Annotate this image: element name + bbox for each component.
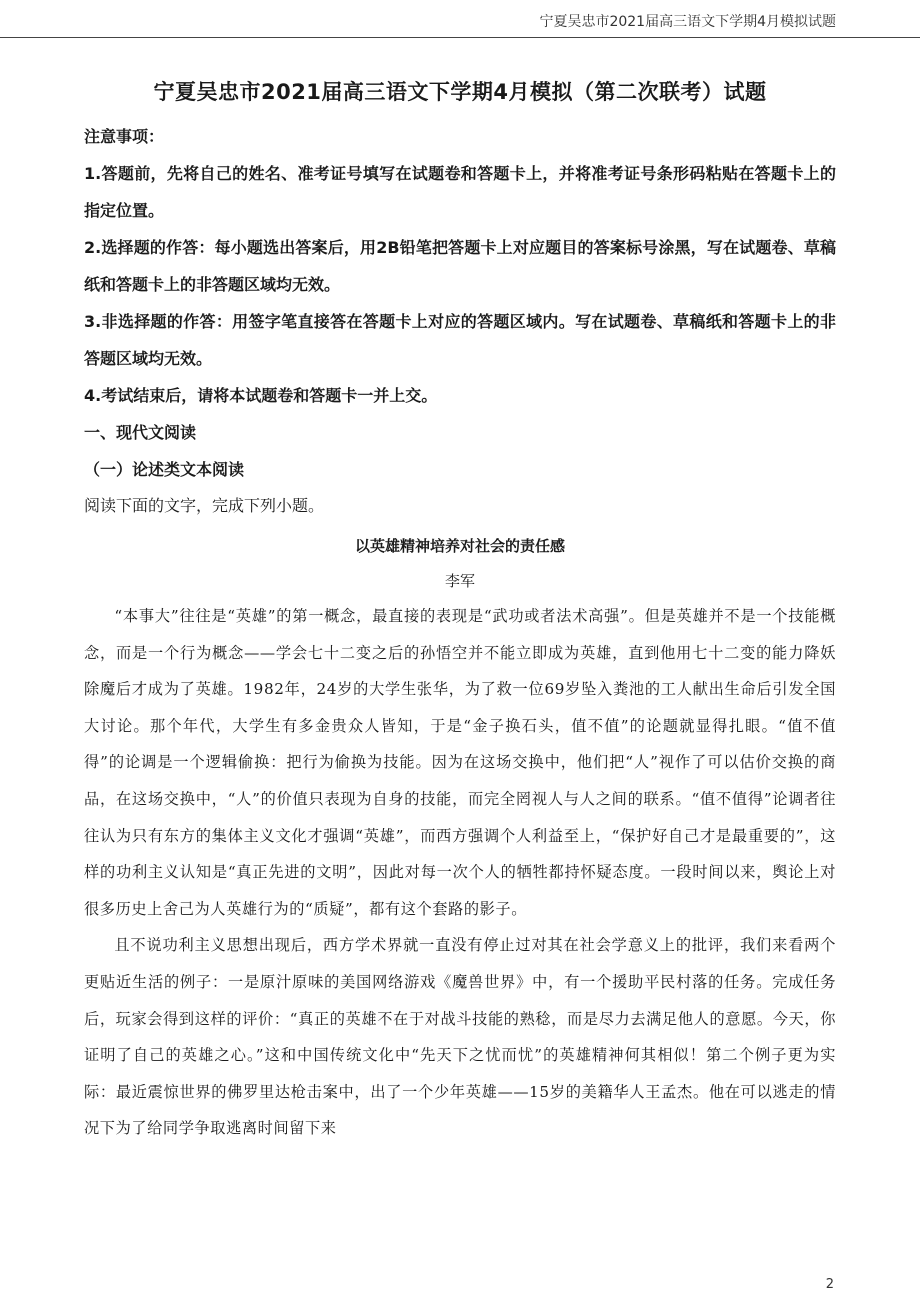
page-header [0,0,920,38]
article-paragraph: “本事大”往往是“英雄”的第一概念，最直接的表现是“武功或者法术高强”。但是英雄并不是一个技能概念，而是一个行为概念——学会七十二变之后的孙悟空并不能立即成为英雄，直到他用七十二变的能力降妖除魔后才成为了英雄。1982年，24岁的大学生张华，为了救一位69岁坠入粪池的工人献出生命后引发全国大讨论。那个年代，大学生有多金贵众人皆知，于是“金子换石头，值不值”的论题就显得扎眼。“值不值得”的论调是一个逻辑偷换：把行为偷换为技能。因为在这场交换中，他们把“人”视作了可以估价交换的商品，在这场交换中，“人”的价值只表现为自身的技能，而完全罔视人与人之间的联系。“值不值得”论调者往往认为只有东方的集体主义文化才强调“英雄”，而西方强调个人利益至上，“保护好自己才是最重要的”，这样的功利主义认知是“真正先进的文明”，因此对每一次个人的牺牲都持怀疑态度。一段时间以来，舆论上对很多历史上舍己为人英雄行为的“质疑”，都有这个套路的影子。 [84,607,836,918]
subsection-heading: （一）论述类文本阅读 [84,460,245,479]
notice-item: 3.非选择题的作答：用签字笔直接答在答题卡上对应的答题区域内。写在试题卷、草稿纸和答题卡上的非答题区域均无效。 [84,312,836,368]
page-number: 2 [825,1277,834,1292]
notice-heading: 注意事项： [84,127,165,146]
article-title: 以英雄精神培养对社会的责任感 [354,537,565,555]
article-paragraph: 且不说功利主义思想出现后，西方学术界就一直没有停止过对其在社会学意义上的批评，我们来看两个更贴近生活的例子：一是原汁原味的美国网络游戏《魔兽世界》中，有一个援助平民村落的任务。完成任务后，玩家会得到这样的评价：“真正的英雄不在于对战斗技能的熟稔，而是尽力去满足他人的意愿。今天，你证明了自己的英雄之心。”这和中国传统文化中“先天下之忧而忧”的英雄精神何其相似！第二个例子更为实际：最近震惊世界的佛罗里达枪击案中，出了一个少年英雄——15岁的美籍华人王孟杰。他在可以逃走的情况下为了给同学争取逃离时间留下来 [84,936,836,1138]
running-title: 宁夏吴忠市2021届高三语文下学期4月模拟试题 [539,14,836,30]
notice-item: 4.考试结束后，请将本试题卷和答题卡一并上交。 [84,386,438,405]
document-title: 宁夏吴忠市2021届高三语文下学期4月模拟（第二次联考）试题 [153,80,767,104]
notice-section [84,118,836,414]
section-heading: 一、现代文阅读 [84,423,197,442]
reading-instruction: 阅读下面的文字，完成下列小题。 [84,496,325,515]
document-body [84,76,836,1147]
notice-item: 1.答题前，先将自己的姓名、准考证号填写在试题卷和答题卡上，并将准考证号条形码粘贴在答题卡上的指定位置。 [84,164,836,220]
article-author: 李军 [444,572,475,590]
notice-item: 2.选择题的作答：每小题选出答案后，用2B铅笔把答题卡上对应题目的答案标号涂黑，写在试题卷、草稿纸和答题卡上的非答题区域均无效。 [84,238,836,294]
